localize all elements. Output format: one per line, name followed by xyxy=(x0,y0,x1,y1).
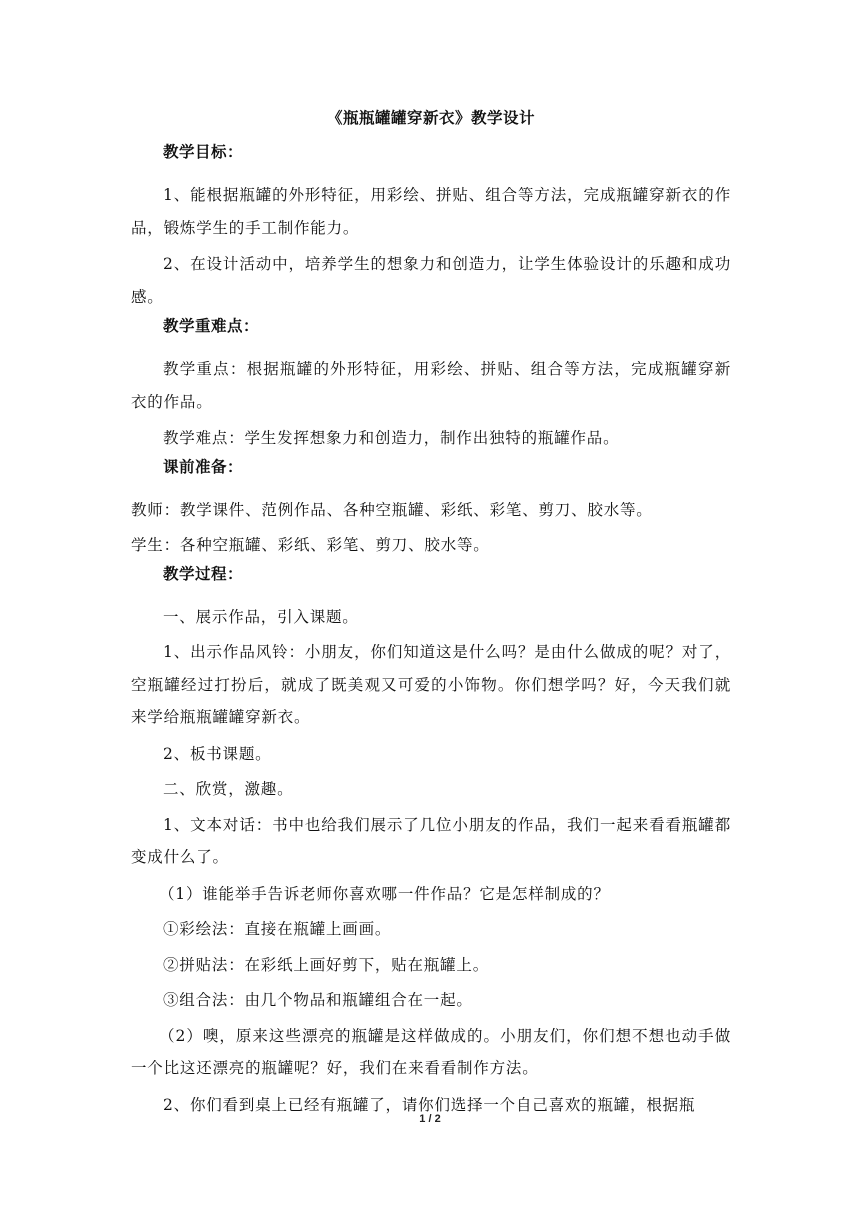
paragraph: 教学难点：学生发挥想象力和创造力，制作出独特的瓶罐作品。 xyxy=(163,429,620,447)
paragraph: ③组合法：由几个物品和瓶罐组合在一起。 xyxy=(163,991,473,1009)
paragraph: 1、出示作品风铃：小朋友，你们知道这是什么吗？是由什么做成的呢？对了，空瓶罐经过打扮后，就成了既美观又可爱的小饰物。你们想学吗？好，今天我们就来学给瓶瓶罐罐穿新衣。 xyxy=(131,643,731,726)
paragraph: 教师：教学课件、范例作品、各种空瓶罐、彩纸、彩笔、剪刀、胶水等。 xyxy=(131,500,653,519)
paragraph: 二、欣赏，激趣。 xyxy=(163,780,294,798)
section-heading-process: 教学过程： xyxy=(163,563,244,583)
paragraph: 2、板书课题。 xyxy=(163,744,272,763)
paragraph: ①彩绘法：直接在瓶罐上画画。 xyxy=(163,920,392,938)
paragraph: 2、在设计活动中，培养学生的想象力和创造力，让学生体验设计的乐趣和成功感。 xyxy=(131,255,731,306)
paragraph: 一、展示作品，引入课题。 xyxy=(163,607,359,626)
paragraph: 教学重点：根据瓶罐的外形特征，用彩绘、拼贴、组合等方法，完成瓶罐穿新衣的作品。 xyxy=(131,360,731,411)
paragraph: （2）噢，原来这些漂亮的瓶罐是这样做成的。小朋友们，你们想不想也动手做一个比这还漂亮的瓶罐呢？好，我们在来看看制作方法。 xyxy=(131,1026,731,1077)
document-title: 《瓶瓶罐罐穿新衣》教学设计 xyxy=(326,108,535,127)
paragraph: 2、你们看到桌上已经有瓶罐了，请你们选择一个自己喜欢的瓶罐，根据瓶 xyxy=(163,1095,696,1114)
section-heading-objectives: 教学目标： xyxy=(163,142,244,161)
document-body xyxy=(131,109,731,1125)
section-heading-preparation: 课前准备： xyxy=(163,456,244,476)
paragraph: 学生：各种空瓶罐、彩纸、彩笔、剪刀、胶水等。 xyxy=(131,536,490,554)
paragraph: 1、文本对话：书中也给我们展示了几位小朋友的作品，我们一起来看看瓶罐都变成什么了。 xyxy=(131,815,731,866)
paragraph: 1、能根据瓶罐的外形特征，用彩绘、拼贴、组合等方法，完成瓶罐穿新衣的作品，锻炼学生的手工制作能力。 xyxy=(131,186,731,237)
paragraph: ②拼贴法：在彩纸上画好剪下，贴在瓶罐上。 xyxy=(163,955,490,974)
page-number: 1 / 2 xyxy=(419,1113,441,1125)
paragraph: （1）谁能举手告诉老师你喜欢哪一件作品？它是怎样制成的？ xyxy=(159,884,610,903)
section-heading-key-points: 教学重难点： xyxy=(163,316,260,335)
